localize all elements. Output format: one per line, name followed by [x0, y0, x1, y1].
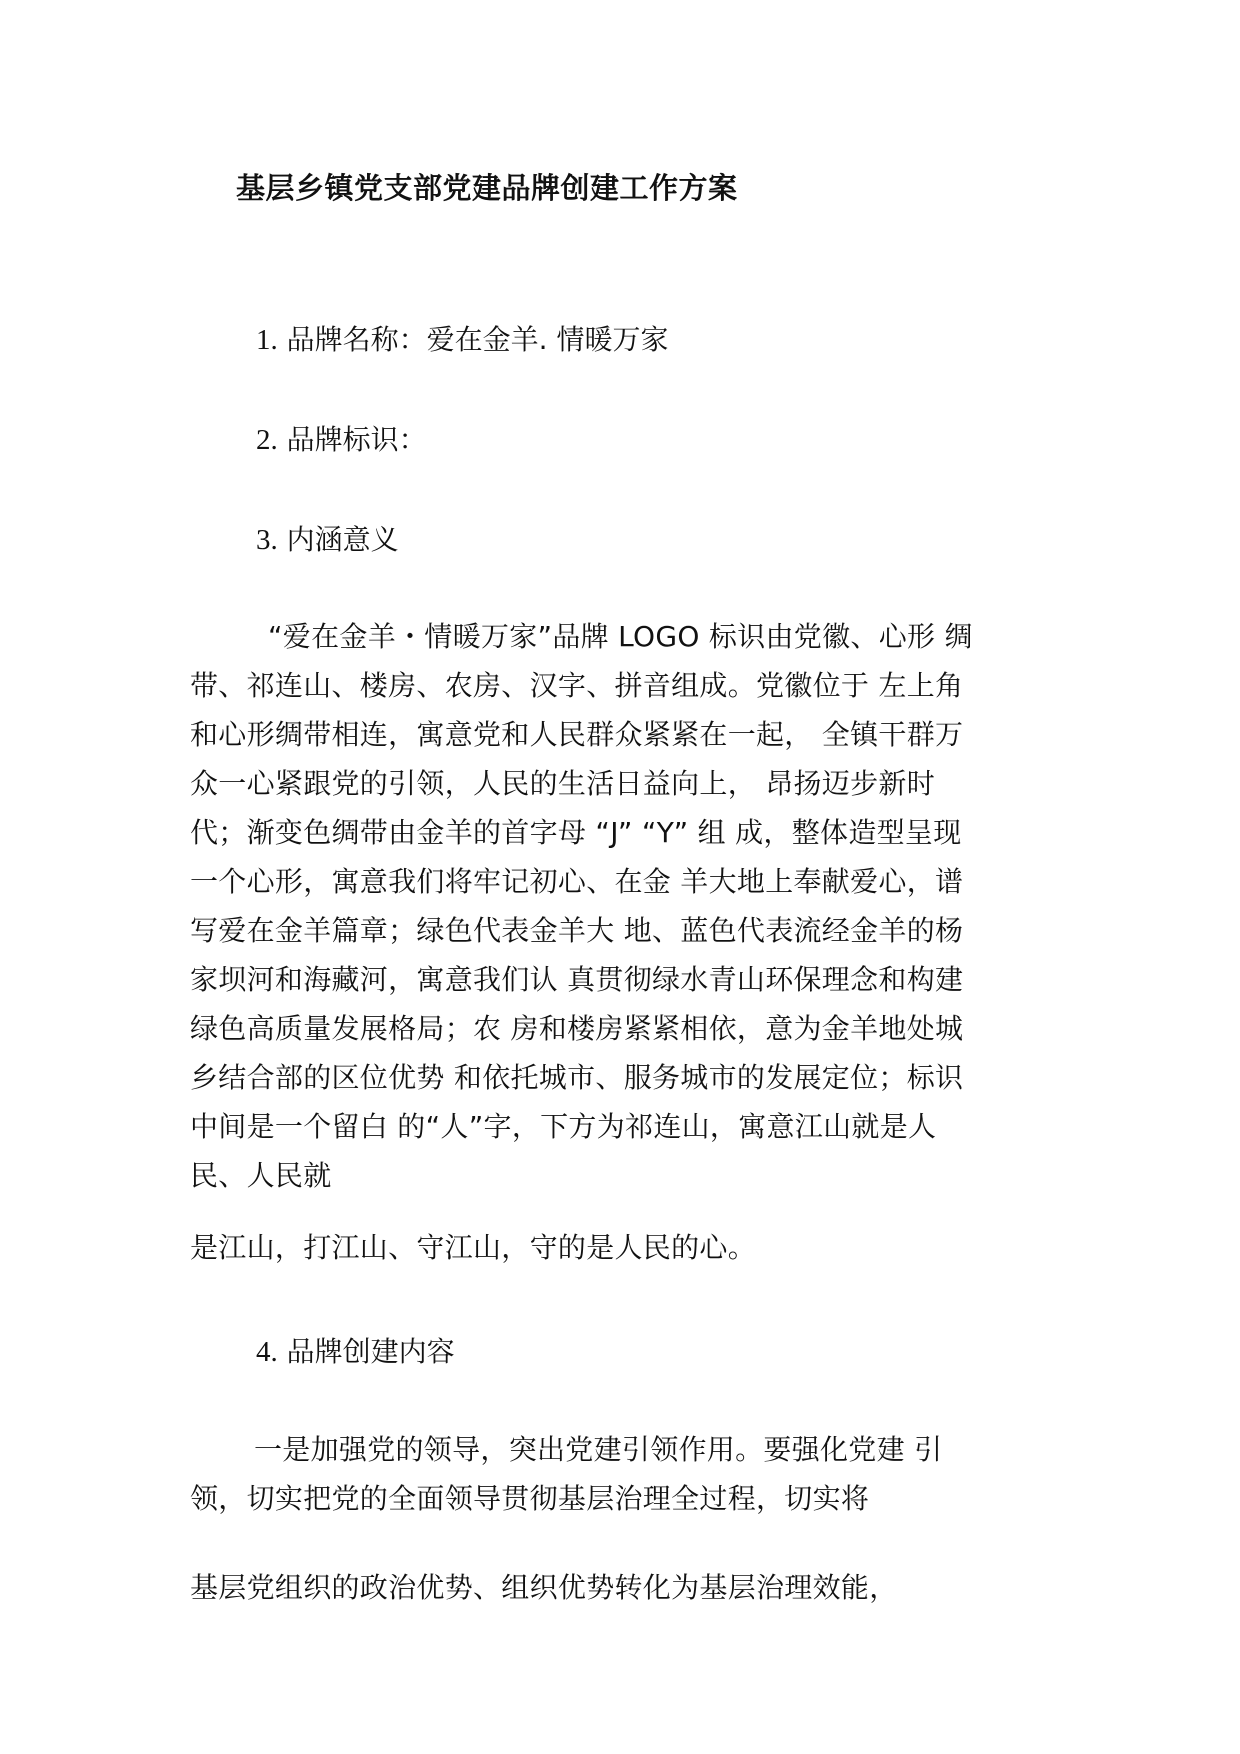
paragraph-line: 带、祁连山、楼房、农房、汉字、拼音组成。党徽位于 左上角	[190, 669, 964, 702]
paragraph-line: 众一心紧跟党的引领，人民的生活日益向上， 昂扬迈步新时	[190, 767, 936, 800]
paragraph-line: 绿色高质量发展格局；农 房和楼房紧紧相依，意为金羊地处城	[190, 1012, 964, 1045]
item-brand-name	[256, 318, 668, 358]
item-brand-logo	[256, 418, 427, 458]
item-creation-content	[256, 1330, 455, 1370]
paragraph-line: 是江山，打江山、守江山，守的是人民的心。	[190, 1231, 757, 1264]
item-number: 1.	[256, 324, 278, 356]
item-text: 品牌标识：	[286, 423, 427, 456]
paragraph-line: 乡结合部的区位优势 和依托城市、服务城市的发展定位；标识	[190, 1061, 964, 1094]
paragraph-line: 和心形绸带相连，寓意党和人民群众紧紧在一起， 全镇干群万	[190, 718, 964, 751]
paragraph-line: “爱在金羊・情暖万家”品牌 LOGO 标识由党徽、心形 绸	[268, 620, 973, 653]
item-text: 内涵意义	[286, 523, 399, 556]
paragraph-line: 写爱在金羊篇章；绿色代表金羊大 地、蓝色代表流经金羊的杨	[190, 914, 964, 947]
paragraph-line: 中间是一个留白 的“人”字，下方为祁连山，寓意江山就是人	[190, 1110, 937, 1143]
paragraph-line: 一是加强党的领导，突出党建引领作用。要强化党建 引	[254, 1433, 943, 1466]
item-meaning	[256, 518, 399, 558]
paragraph-line: 代；渐变色绸带由金羊的首字母 “J” “Y” 组 成，整体造型呈现	[190, 816, 962, 849]
item-number: 4.	[256, 1336, 278, 1368]
item-number: 3.	[256, 524, 278, 556]
document-title: 基层乡镇党支部党建品牌创建工作方案	[236, 171, 738, 205]
item-text: 品牌创建内容	[286, 1335, 455, 1368]
paragraph-line: 领，切实把党的全面领导贯彻基层治理全过程，切实将	[190, 1482, 870, 1515]
item-text: 品牌名称：爱在金羊. 情暖万家	[286, 323, 669, 356]
paragraph-line: 民、人民就	[190, 1159, 332, 1192]
paragraph-line: 一个心形，寓意我们将牢记初心、在金 羊大地上奉献爱心，谱	[190, 865, 964, 898]
item-number: 2.	[256, 424, 278, 456]
paragraph-line: 家坝河和海藏河，寓意我们认 真贯彻绿水青山环保理念和构建	[190, 963, 964, 996]
paragraph-line: 基层党组织的政治优势、组织优势转化为基层治理效能，	[190, 1571, 898, 1604]
